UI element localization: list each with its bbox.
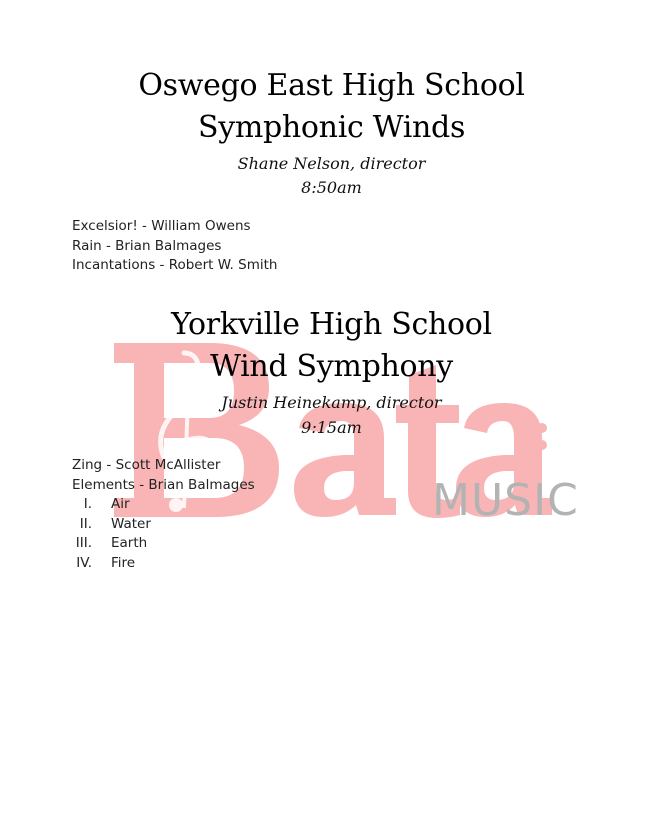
movement-list	[72, 495, 151, 574]
movement-name: Water	[111, 515, 151, 532]
piece-item: Elements - Brian Balmages	[72, 476, 255, 493]
director-line: Justin Heinekamp, director	[221, 393, 442, 412]
performance-time: 9:15am	[301, 418, 362, 437]
movement-number: IV.	[76, 555, 92, 572]
piece-list	[72, 217, 277, 276]
movement-number: III.	[75, 535, 92, 552]
piece-item: Incantations - Robert W. Smith	[72, 257, 278, 274]
movement-item	[72, 534, 151, 554]
movement-name: Air	[111, 496, 130, 512]
piece-list	[72, 456, 255, 495]
school-name: Oswego East High School	[138, 68, 525, 103]
movement-item	[72, 515, 151, 535]
movement-item	[72, 554, 151, 574]
ensemble-name: Wind Symphony	[210, 349, 453, 384]
movement-name: Fire	[111, 555, 136, 572]
movement-number: II.	[79, 515, 92, 532]
director-line: Shane Nelson, director	[237, 154, 426, 173]
piece-item: Rain - Brian Balmages	[72, 237, 222, 254]
ensemble-name: Symphonic Winds	[197, 110, 466, 145]
watermark-subtitle: MUSIC	[432, 475, 579, 526]
piece-item: Zing - Scott McAllister	[72, 457, 221, 473]
movement-item	[72, 495, 151, 515]
school-name: Yorkville High School	[171, 307, 492, 342]
movement-name: Earth	[111, 535, 148, 552]
movement-number: I.	[83, 496, 92, 512]
piece-item: Excelsior! - William Owens	[72, 218, 251, 234]
performance-time: 8:50am	[301, 178, 362, 197]
